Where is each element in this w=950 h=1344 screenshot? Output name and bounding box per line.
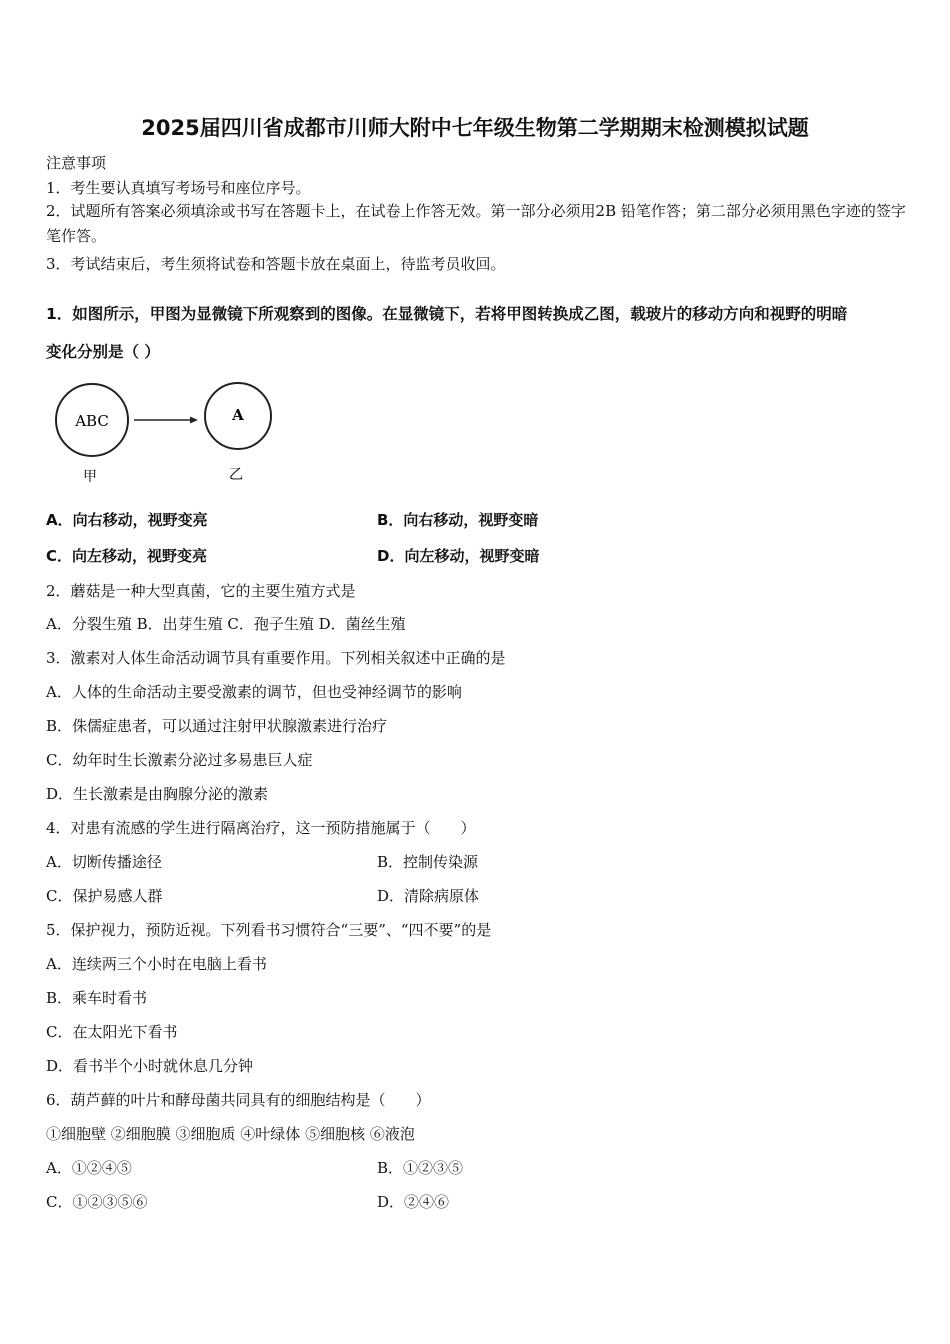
- q6-option-d: D．②④⑥: [377, 1193, 450, 1211]
- q3-stem: 3．激素对人体生命活动调节具有重要作用。下列相关叙述中正确的是: [46, 649, 506, 667]
- notice-item-3: 3．考试结束后，考生须将试卷和答题卡放在桌面上，待监考员收回。: [46, 255, 506, 273]
- q4-option-a: A．切断传播途径: [46, 853, 162, 871]
- page-title: 2025届四川省成都市川师大附中七年级生物第二学期期末检测模拟试题: [141, 116, 809, 140]
- q1-option-a: A．向右移动，视野变亮: [46, 511, 208, 529]
- arrow-head-icon: [190, 417, 198, 424]
- q1-stem-line1: 1．如图所示，甲图为显微镜下所观察到的图像。在显微镜下，若将甲图转换成乙图，载玻片的移动方向和视野的明暗: [46, 305, 848, 323]
- q1-option-d: D．向左移动，视野变暗: [377, 547, 540, 565]
- q5-stem: 5．保护视力，预防近视。下列看书习惯符合“三要”、“四不要”的是: [46, 921, 492, 939]
- q6-option-b: B．①②③⑤: [377, 1159, 464, 1177]
- q4-option-d: D．清除病原体: [377, 887, 480, 905]
- q5-option-b: B．乘车时看书: [46, 989, 148, 1007]
- figure-left-label: 甲: [83, 469, 97, 485]
- q5-option-c: C．在太阳光下看书: [46, 1023, 178, 1041]
- figure-left-text: ABC: [75, 412, 109, 430]
- q1-option-c: C．向左移动，视野变亮: [46, 547, 208, 565]
- q4-option-c: C．保护易感人群: [46, 887, 163, 905]
- q1-option-b: B．向右移动，视野变暗: [377, 511, 539, 529]
- figure-right-text: A: [232, 406, 244, 424]
- q3-option-c: C．幼年时生长激素分泌过多易患巨人症: [46, 751, 313, 769]
- figure-right-label: 乙: [229, 467, 243, 483]
- q3-option-a: A．人体的生命活动主要受激素的调节，但也受神经调节的影响: [46, 683, 462, 701]
- q3-option-b: B．侏儒症患者，可以通过注射甲状腺激素进行治疗: [46, 717, 388, 735]
- q2-options: A．分裂生殖 B．出芽生殖 C．孢子生殖 D．菌丝生殖: [46, 615, 406, 633]
- notice-item-1: 1．考生要认真填写考场号和座位序号。: [46, 179, 311, 197]
- q6-structures: ①细胞壁 ②细胞膜 ③细胞质 ④叶绿体 ⑤细胞核 ⑥液泡: [46, 1125, 415, 1143]
- q4-option-b: B．控制传染源: [377, 853, 479, 871]
- notice-item-2: 2．试题所有答案必须填涂或书写在答题卡上，在试卷上作答无效。第一部分必须用2B 铅笔作答；第二部分必须用黑色字迹的签字笔作答。: [46, 202, 906, 245]
- q2-stem: 2．蘑菇是一种大型真菌，它的主要生殖方式是: [46, 582, 356, 600]
- q4-stem: 4．对患有流感的学生进行隔离治疗，这一预防措施属于（ ）: [46, 819, 476, 837]
- q1-stem-line2: 变化分别是（ ）: [46, 343, 160, 361]
- q6-option-c: C．①②③⑤⑥: [46, 1193, 148, 1211]
- q5-option-a: A．连续两三个小时在电脑上看书: [46, 955, 267, 973]
- notice-heading: 注意事项: [46, 154, 107, 172]
- microscope-figure: [50, 378, 280, 490]
- q6-option-a: A．①②④⑤: [46, 1159, 132, 1177]
- q6-stem: 6．葫芦藓的叶片和酵母菌共同具有的细胞结构是（ ）: [46, 1091, 431, 1109]
- q3-option-d: D．生长激素是由胸腺分泌的激素: [46, 785, 269, 803]
- q5-option-d: D．看书半个小时就休息几分钟: [46, 1057, 254, 1075]
